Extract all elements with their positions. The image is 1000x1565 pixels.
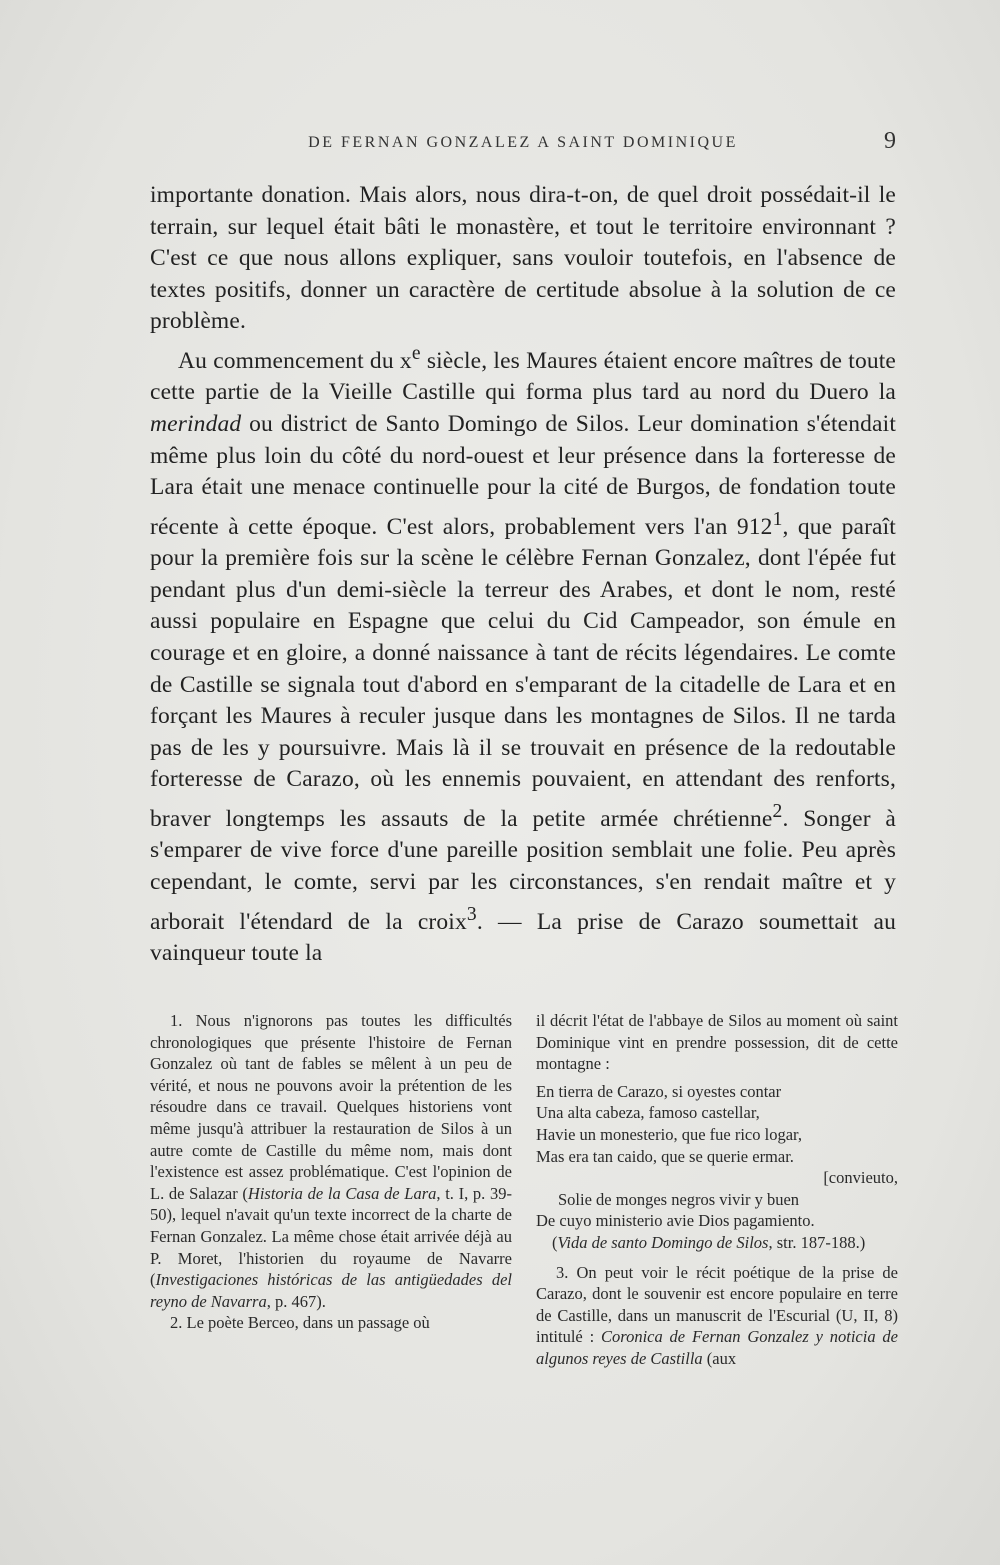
verse-line-3: Havie un monesterio, que fue rico logar, xyxy=(536,1124,802,1144)
berceo-verse xyxy=(536,1081,898,1232)
paragraph-1: importante donation. Mais alors, nous dira-t-on, de quel droit possédait-il le terrain, sur lequel était bâti le monastère, et tout le territoire environnant ? C'est ce que nous allons expliquer, sans vouloir toutefois, en l'absence de textes positifs, donner un caractère de certitude absolue à la solution de ce problème. xyxy=(150,182,896,335)
verse-line-2: Una alta cabeza, famoso castellar, xyxy=(536,1103,760,1123)
cite-italic-title: Vida de santo Domingo de Silos xyxy=(557,1232,769,1252)
page-number: 9 xyxy=(884,128,896,154)
p2-text-d: , que paraît pour la première fois sur la scène le célèbre Fernan Gonzalez, dont l'épée fut pendant plus d'un demi-siècle la terreur des Arabes, et dont le nom, resté aussi populaire en Espagne que celui du Cid Campeador, son émule en courage et en gloire, a donné naissance à tant de récits légendaires. Le comte de Castille se signala tout d'abord en s'emparant de la citadelle de Lara et en forçant les Maures à reculer jusque dans les montagnes de Silos. Il ne tarda pas de les y poursuivre. Mais là il se trouvait en présence de la redoutable forteresse de Carazo, où les ennemis pouvaient, en attendant des renforts, braver longtemps les assauts de la petite armée chrétienne xyxy=(150,513,896,832)
p2-text-f: . — La prise de Carazo soumettait au vainqueur toute la xyxy=(150,908,896,966)
p2-text-e: . Songer à s'emparer de vive force d'une pareille position semblait une folie. Peu après cependant, le comte, servi par les circonstances, s'en rendait maître et y arborait l'étendard de la croix xyxy=(150,805,896,935)
footnote-ref-2[interactable]: 2 xyxy=(772,800,783,822)
fn1-italic-title-2: Investigaciones históricas de las antigüedades del reyno de Navarra xyxy=(150,1270,512,1311)
page-header xyxy=(150,128,896,158)
footnotes-right-column xyxy=(536,1010,898,1370)
main-text xyxy=(150,180,896,970)
footnote-ref-1[interactable]: 1 xyxy=(772,508,783,530)
verse-line-1: En tierra de Carazo, si oyestes contar xyxy=(536,1081,782,1101)
verse-citation xyxy=(536,1232,898,1254)
fn1-text-c: , p. 467). xyxy=(266,1291,326,1311)
verse-line-4-overflow: [convieuto, xyxy=(823,1168,898,1188)
footnotes xyxy=(150,1010,896,1430)
verse-line-4: Mas era tan caido, que se querie ermar. xyxy=(536,1146,794,1166)
fn1-text-b: , t. I, p. 39-50), lequel n'avait qu'un texte incorrect de la charte de Fernan Gonzalez. La même chose était arrivée déjà au P. Moret, l'historien du royaume de Navarre ( xyxy=(150,1183,512,1290)
verse-line-5: Solie de monges negros vivir y buen xyxy=(558,1189,800,1209)
cite-rest: , str. 187-188.) xyxy=(768,1232,866,1252)
paragraph-2 xyxy=(150,338,896,970)
fn1-text-a: 1. Nous n'ignorons pas toutes les difficultés chronologiques que présente l'histoire de Fernan Gonzalez où tant de fables se mêlent à un peu de vérité, et nous ne pouvons avoir la prétention de les résoudre dans ce travail. Quelques historiens vont même jusqu'à attribuer la restauration de Silos à un autre comte de Castille du même nom, mais dont l'existence est assez problématique. C'est l'opinion de L. de Salazar ( xyxy=(150,1011,512,1203)
fn3-text-b: (aux xyxy=(702,1348,737,1368)
p2-text-b: siècle, les Maures étaient encore maîtres de toute cette partie de la Vieille Castille qui forma plus tard au nord du Duero la xyxy=(150,347,896,406)
p2-italic-merindad: merindad xyxy=(150,410,242,437)
p2-text-c: ou district de Santo Domingo de Silos. Leur domination s'étendait même plus loin du côté du nord-ouest et leur présence dans la forteresse de Lara était une menace continuelle pour la cité de Burgos, de fondation toute récente à cette époque. C'est alors, probablement vers l'an 912 xyxy=(150,410,896,540)
footnote-1 xyxy=(150,1010,512,1312)
footnote-ref-3[interactable]: 3 xyxy=(466,903,477,925)
century-superscript: e xyxy=(411,342,421,364)
verse-line-6: De cuyo ministerio avie Dios pagamiento. xyxy=(536,1211,815,1231)
p2-text-a: Au commencement du x xyxy=(178,347,412,374)
fn1-italic-title-1: Historia de la Casa de Lara xyxy=(247,1183,437,1203)
fn3-italic-title: Coronica de Fernan Gonzalez y noticia de algunos reyes de Castilla xyxy=(536,1327,898,1368)
footnote-3 xyxy=(536,1262,898,1370)
running-head: DE FERNAN GONZALEZ A SAINT DOMINIQUE xyxy=(308,134,738,151)
footnote-2-continued: il décrit l'état de l'abbaye de Silos au moment où saint Dominique vint en prendre possession, dit de cette montagne : xyxy=(536,1011,898,1074)
footnotes-left-column xyxy=(150,1010,512,1334)
cite-open: ( xyxy=(552,1232,558,1252)
footnote-2-start: 2. Le poète Berceo, dans un passage où xyxy=(170,1313,430,1333)
fn3-text-a: 3. On peut voir le récit poétique de la prise de Carazo, dont le souvenir est encore populaire en terre de Castille, dans un manuscrit de l'Escurial (U, II, 8) intitulé : xyxy=(536,1262,898,1347)
